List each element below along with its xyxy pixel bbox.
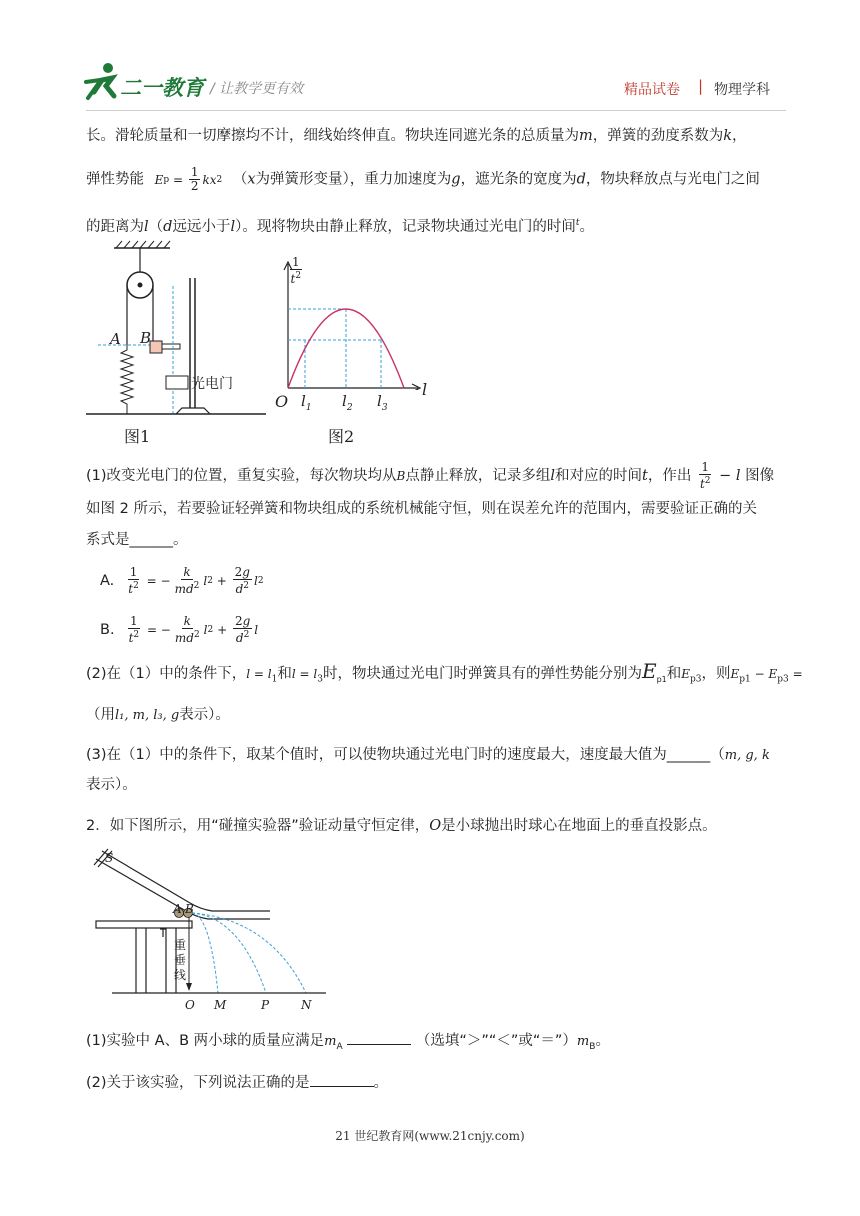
fig2-caption: 图2: [328, 427, 355, 446]
q2-fig-label-O: O: [185, 998, 195, 1012]
header-right-label: 精品试卷: [624, 82, 680, 98]
fig2-y-axis-label: 1 $t^2$: [290, 255, 302, 286]
q1-option-A[interactable]: A. $\frac{1}{t^2}$ = − $\frac{k}{md^2}$ l 2 + $\frac{2g}{d^2}$ l 2: [100, 565, 264, 596]
q1-part2-line1: (2)在（1）中的条件下，$l = l_1$和$l = l_3$时，物块通过光电门时弹簧具有的弹性势能分别为$E_{p1}$和$E_{p3}$，则$E_{p1} - E_{p3}$ =: [86, 659, 803, 685]
fig2-tick-l1: $l_1$: [301, 392, 312, 413]
q2-fig-label-N: N: [301, 998, 312, 1012]
q2-fig-label-M: M: [214, 998, 227, 1012]
fig2-origin-label: O: [275, 392, 289, 411]
q2-stem: 2．如下图所示，用“碰撞实验器”验证动量守恒定律，O是小球抛出时球心在地面上的垂直投影点。: [86, 818, 717, 834]
collision-apparatus-figure: [90, 845, 330, 1005]
fig2-x-axis-label: l: [422, 380, 428, 399]
fig1-caption: 图1: [124, 427, 151, 446]
intro-line-1: 长。滑轮质量和一切摩擦均不计，细线始终伸直。物块连同遮光条的总质量为m，弹簧的劲度系数为k，: [86, 128, 747, 144]
q1-part1-line1: (1)改变光电门的位置，重复实验，每次物块均从B点静止释放，记录多组l和对应的时间t，作出 $\frac{1}{t^2}$ − l 图像: [86, 460, 775, 491]
q1-part1-line2: 如图 2 所示，若要验证轻弹簧和物块组成的系统机械能守恒，则在误差允许的范围内，需要验证正确的关: [86, 501, 757, 517]
fig2-tick-l2: $l_2$: [342, 392, 353, 413]
q1-part3-line2: 表示）。: [86, 777, 137, 793]
header-subject: 物理学科: [714, 82, 770, 98]
elastic-energy-formula: E p = $\frac{1}{2}$ kx 2: [154, 165, 223, 193]
q1-axis-expression: $\frac{1}{t^2}$ − l: [699, 460, 741, 491]
q2-part2-answer-blank[interactable]: [310, 1086, 374, 1087]
header-separator: |: [698, 77, 704, 95]
logo-slogan: / 让教学更有效: [210, 81, 304, 97]
q2-fig-label-A: A: [173, 902, 182, 916]
q2-part1: (1)实验中 A、B 两小球的质量应满足$m_A$ （选填“＞”“＜”或“$=”)m_B$。: [86, 1033, 610, 1052]
q2-part2: (2)关于该实验，下列说法正确的是 。: [86, 1075, 389, 1091]
intro-line-2: 弹性势能 E p = $\frac{1}{2}$ kx 2 （x为弹簧形变量），重力加速度为g，遮光条的宽度为d，物块释放点与光电门之间: [86, 165, 760, 193]
q1-part2-line2: （用l₁, m, l₃, g表示）。: [86, 707, 230, 723]
header-divider: [86, 110, 786, 111]
header: [0, 0, 860, 115]
q2-fig-label-plumb: 重 垂 线: [174, 938, 187, 982]
fig1-label-photogate: 光电门: [191, 376, 233, 392]
q1-option-B[interactable]: B. $\frac{1}{t^2}$ = − $\frac{k}{md^2}$ l 2 + $\frac{2g}{d^2}$ l: [100, 614, 259, 645]
q2-fig-label-P: P: [261, 998, 270, 1012]
fig2-tick-l3: $l_3$: [377, 392, 388, 413]
logo-text: 二一教育: [120, 76, 204, 100]
fig1-label-B: B: [140, 329, 152, 347]
q2-fig-label-S: S: [105, 851, 114, 865]
intro-line-3: 的距离为l（d远远小于l）。现将物块由静止释放，记录物块通过光电门的时间$^t$。: [86, 218, 594, 235]
q2-fig-label-B: B: [185, 902, 194, 916]
fig1-label-A: A: [110, 330, 121, 348]
q1-part3-line1: (3)在（1）中的条件下，取某个值时，可以使物块通过光电门时的速度最大，速度最大值为______（m, g, k: [86, 747, 770, 763]
q2-part1-answer-blank[interactable]: [347, 1044, 411, 1045]
footer-text: 21 世纪教育网(www.21cnjy.com): [335, 1129, 525, 1143]
q1-part1-line3: 系式是______。: [86, 532, 188, 548]
logo-runner-icon: [84, 62, 120, 102]
